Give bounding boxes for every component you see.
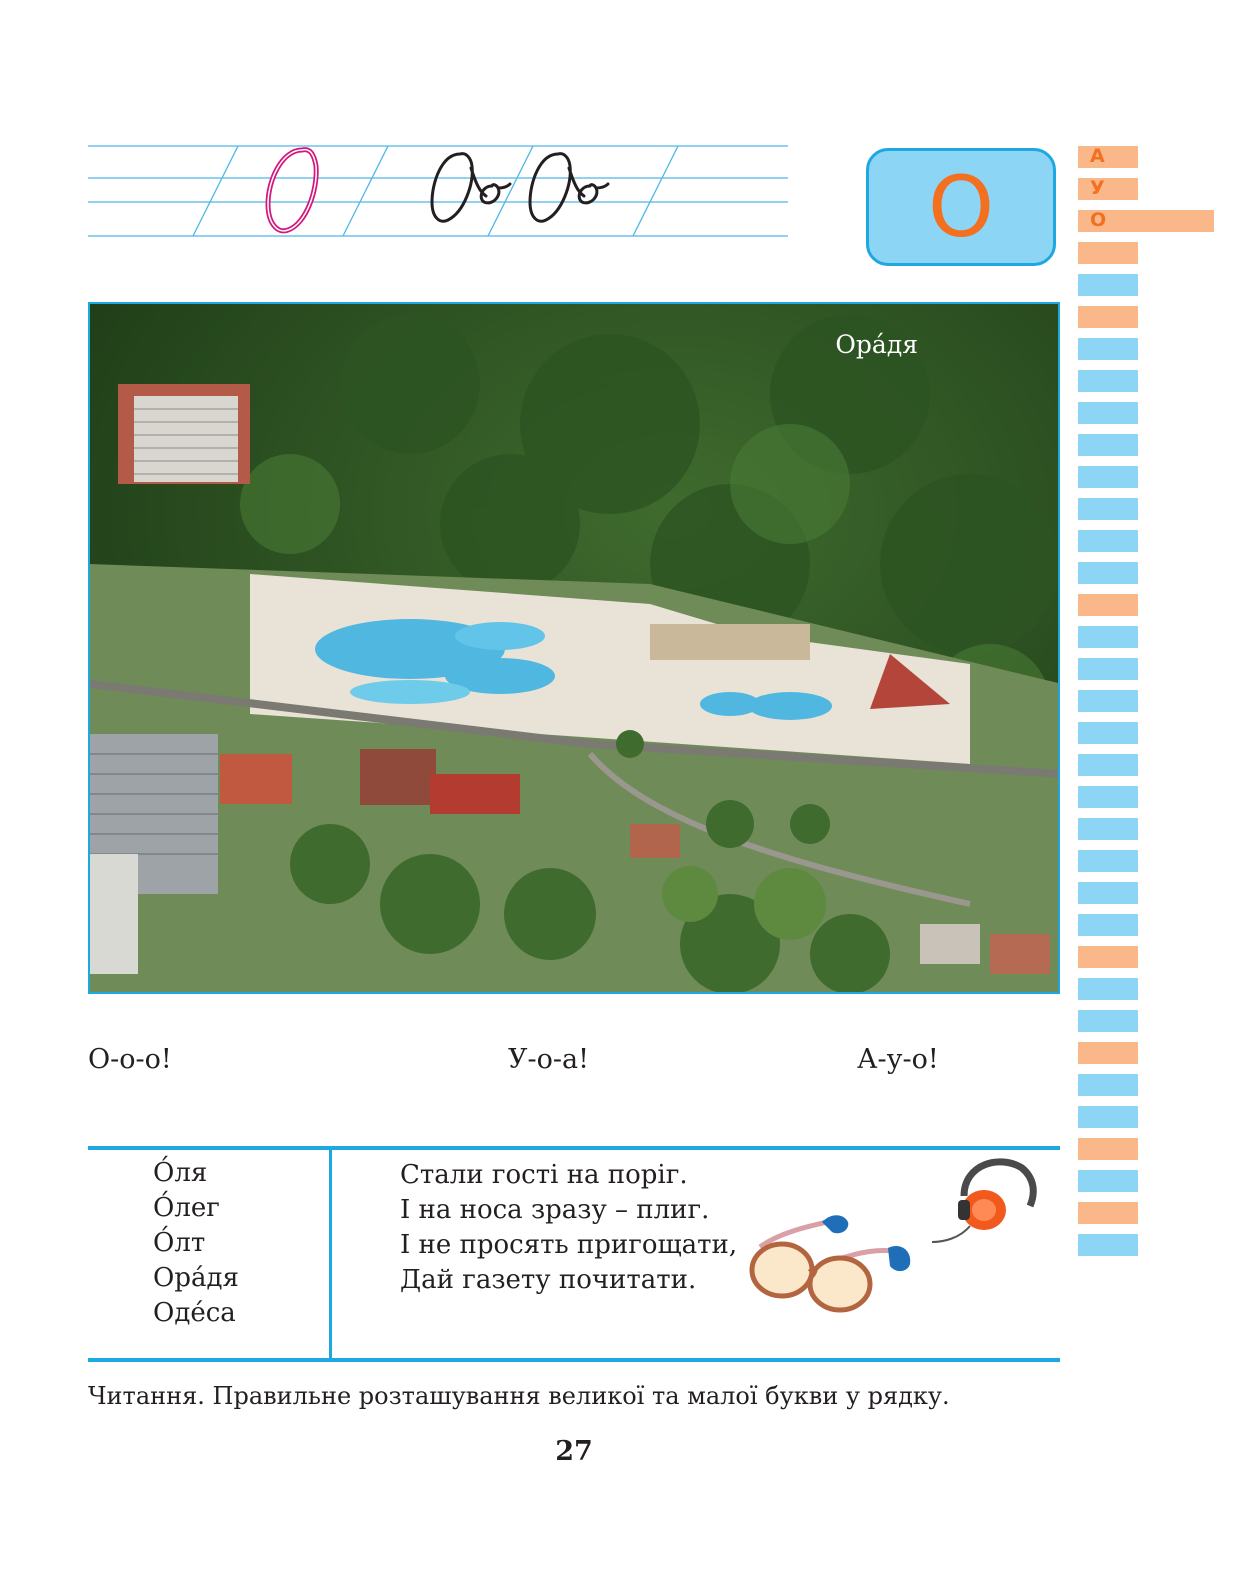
strip-bar	[1078, 210, 1214, 232]
strip-bar	[1078, 594, 1138, 616]
glasses-icon	[740, 1212, 920, 1322]
strip-letter-label: А	[1090, 145, 1105, 167]
strip-bar	[1078, 242, 1138, 264]
strip-letter-label: У	[1090, 177, 1105, 199]
strip-bar	[1078, 338, 1138, 360]
strip-bar	[1078, 1138, 1138, 1160]
cursive-writing-lines	[88, 140, 788, 246]
strip-bar	[1078, 530, 1138, 552]
names-list	[153, 1156, 239, 1331]
exclamation-2: У-о-а!	[508, 1044, 589, 1075]
strip-bar	[1078, 690, 1138, 712]
list-item: О́лег	[153, 1193, 220, 1223]
strip-bar	[1078, 498, 1138, 520]
table-column-divider	[329, 1150, 332, 1358]
list-item: Ора́дя	[153, 1263, 239, 1293]
poem-line: Стали гості на поріг.	[400, 1160, 688, 1190]
strip-bar	[1078, 754, 1138, 776]
strip-bar	[1078, 1202, 1138, 1224]
strip-bar	[1078, 466, 1138, 488]
poem-line: І не просять пригощати,	[400, 1230, 738, 1260]
list-item: Оде́са	[153, 1298, 236, 1328]
list-item: О́ля	[153, 1158, 208, 1188]
strip-bar	[1078, 1234, 1138, 1256]
strip-bar	[1078, 978, 1138, 1000]
strip-bar	[1078, 626, 1138, 648]
letter-card	[866, 148, 1056, 266]
strip-bar	[1078, 370, 1138, 392]
strip-bar	[1078, 1010, 1138, 1032]
table-top-rule	[88, 1146, 1060, 1150]
exclamation-1: О-о-о!	[88, 1044, 172, 1075]
poem-line: Дай газету почитати.	[400, 1265, 697, 1295]
strip-bar	[1078, 306, 1138, 328]
strip-bar	[1078, 850, 1138, 872]
strip-bar	[1078, 722, 1138, 744]
strip-bar	[1078, 1106, 1138, 1128]
strip-bar	[1078, 1170, 1138, 1192]
strip-bar	[1078, 1042, 1138, 1064]
table-bottom-rule	[88, 1358, 1060, 1362]
strip-bar	[1078, 146, 1138, 168]
riddle-poem	[400, 1158, 750, 1298]
strip-bar	[1078, 786, 1138, 808]
list-item: О́лт	[153, 1228, 206, 1258]
photo-caption: Ора́дя	[835, 330, 918, 359]
exclamation-3: А-у-о!	[857, 1044, 939, 1075]
alphabet-progress-strip	[1078, 146, 1240, 1206]
strip-bar	[1078, 178, 1138, 200]
strip-bar	[1078, 882, 1138, 904]
strip-bar	[1078, 562, 1138, 584]
strip-bar	[1078, 1074, 1138, 1096]
footer-note: Читання. Правильне розташування великої та малої букви у рядку.	[88, 1382, 950, 1410]
strip-bar	[1078, 914, 1138, 936]
city-photo	[88, 302, 1060, 994]
strip-bar	[1078, 818, 1138, 840]
strip-bar	[1078, 946, 1138, 968]
headphones-icon	[930, 1150, 1040, 1254]
strip-letter-label: О	[1090, 209, 1107, 231]
strip-bar	[1078, 658, 1138, 680]
page-number: 27	[555, 1436, 593, 1467]
big-letter: О	[927, 158, 995, 256]
strip-bar	[1078, 434, 1138, 456]
poem-line: І на носа зразу – плиг.	[400, 1195, 710, 1225]
strip-bar	[1078, 402, 1138, 424]
cursive-letters	[268, 150, 608, 231]
strip-bar	[1078, 274, 1138, 296]
